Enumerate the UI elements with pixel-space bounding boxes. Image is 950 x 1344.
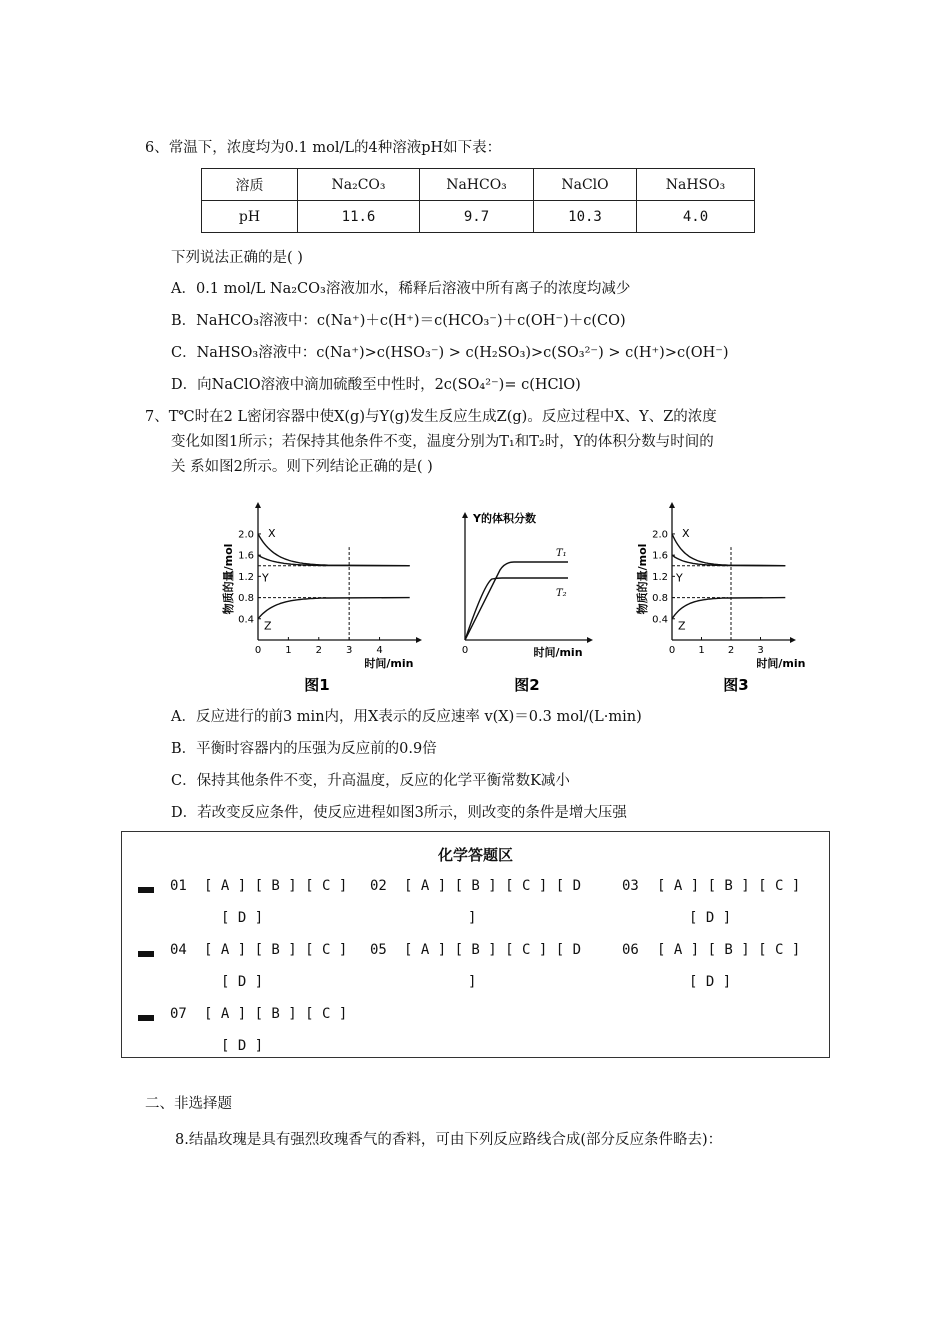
row-marker — [138, 1015, 154, 1021]
q7-option-b: B．平衡时容器内的压强为反应前的0.9倍 — [171, 741, 437, 757]
y-tick-label: 0.4 — [238, 614, 254, 626]
item-number: 03 — [622, 878, 639, 894]
x-tick-label: 0 — [254, 645, 262, 656]
series-label: Z — [264, 619, 272, 633]
q6-option-a: A．0.1 mol/L Na₂CO₃溶液加水，稀释后溶液中所有离子的浓度均减少 — [171, 281, 631, 297]
figure-3-chart — [628, 500, 806, 700]
series-label: Y — [262, 571, 269, 585]
series-label: X — [268, 526, 276, 540]
y-axis-label: 物质的量/mol — [636, 543, 649, 615]
q7-option-d: D．若改变反应条件，使反应进程如图3所示，则改变的条件是增大压强 — [171, 805, 627, 821]
table-header-row — [202, 169, 755, 201]
x-axis-label: 时间/min — [533, 646, 583, 659]
y-tick-label: 2.0 — [652, 529, 668, 541]
q6-option-c: C．NaHSO₃溶液中：c(Na⁺)>c(HSO₃⁻) > c(H₂SO₃)>c(SO₃²⁻) > c(H⁺)>c(OH⁻) — [171, 345, 729, 361]
y-tick-label: 0.8 — [238, 593, 254, 605]
item-number: 06 — [622, 942, 639, 958]
q8-stem: 8.结晶玫瑰是具有强烈玫瑰香气的香料，可由下列反应路线合成(部分反应条件略去)： — [175, 1132, 723, 1148]
series-line-Z — [672, 598, 785, 619]
x-axis-label: 时间/min — [756, 657, 806, 670]
q6-option-d: D．向NaClO溶液中滴加硫酸至中性时，2c(SO₄²⁻)= c(HClO) — [171, 377, 581, 393]
figure-2-chart — [452, 500, 602, 700]
series-label: Z — [678, 619, 686, 633]
q7-option-a: A．反应进行的前3 min内，用X表示的反应速率 v(X)＝0.3 mol/(L·min) — [171, 709, 642, 725]
x-tick-label: 1 — [698, 645, 705, 656]
q7-stem-line2: 变化如图1所示；若保持其他条件不变，温度分别为T₁和T₂时，Y的体积分数与时间的 — [171, 434, 714, 450]
answer-choice-d-07[interactable]: [ D ] — [221, 1038, 264, 1054]
y-tick-label: 1.6 — [652, 550, 668, 562]
answer-choices-01[interactable]: [ A ] [ B ] [ C ] — [204, 878, 348, 894]
x-tick-label: 2 — [315, 645, 322, 656]
item-number: 02 — [370, 878, 387, 894]
x-tick-label: 0 — [668, 645, 676, 656]
ph-table — [201, 168, 755, 233]
series-line-X — [258, 534, 410, 566]
y-axis-label: 物质的量/mol — [222, 543, 235, 615]
y-tick-label: 2.0 — [238, 529, 254, 541]
section-heading: 二、非选择题 — [145, 1096, 232, 1112]
y-axis-arrow — [462, 512, 468, 518]
q6-prompt: 下列说法正确的是( ) — [171, 250, 303, 266]
figure-caption: 图2 — [514, 676, 540, 694]
table-cell: 9.7 — [420, 201, 534, 233]
answer-area-title: 化学答题区 — [437, 846, 513, 864]
x-axis-arrow — [416, 637, 422, 643]
x-axis-arrow — [587, 637, 593, 643]
figure-2 — [452, 500, 602, 700]
item-number: 07 — [170, 1006, 187, 1022]
table-cell: 溶质 — [202, 169, 298, 201]
y-axis-label: Y的体积分数 — [473, 512, 536, 525]
answer-choices-03[interactable]: [ A ] [ B ] [ C ] — [657, 878, 801, 894]
item-number: 04 — [170, 942, 187, 958]
y-tick-label: 0.8 — [652, 593, 668, 605]
y-axis-arrow — [255, 502, 261, 508]
answer-choices-04[interactable]: [ A ] [ B ] [ C ] — [204, 942, 348, 958]
y-tick-label: 0.4 — [652, 614, 668, 626]
answer-choice-d-02[interactable]: ] — [468, 910, 477, 926]
x-tick-label: 3 — [757, 645, 764, 656]
x-tick-label: 4 — [376, 645, 383, 656]
table-cell: 10.3 — [534, 201, 637, 233]
answer-area — [121, 831, 830, 1058]
series-label: T₁ — [556, 548, 567, 559]
q6-option-b: B．NaHCO₃溶液中：c(Na⁺)＋c(H⁺)＝c(HCO₃⁻)＋c(OH⁻)＋c(CO) — [171, 313, 626, 329]
answer-choice-d-05[interactable]: ] — [468, 974, 477, 990]
figure-3 — [628, 500, 806, 700]
series-line-T1 — [465, 562, 568, 640]
table-cell: Na₂CO₃ — [298, 169, 420, 201]
figure-1 — [214, 500, 424, 700]
y-tick-label: 1.6 — [238, 550, 254, 562]
x-tick-label: 3 — [345, 645, 353, 656]
x-tick-label: 1 — [285, 645, 292, 656]
table-cell: NaClO — [534, 169, 637, 201]
answer-choice-d-01[interactable]: [ D ] — [221, 910, 264, 926]
table-cell: pH — [202, 201, 298, 233]
answer-choice-d-03[interactable]: [ D ] — [689, 910, 732, 926]
q7-stem-line1: 7、T℃时在2 L密闭容器中使X(g)与Y(g)发生反应生成Z(g)。反应过程中X、Y、Z的浓度 — [145, 409, 717, 425]
answer-choice-d-04[interactable]: [ D ] — [221, 974, 264, 990]
answer-choices-02[interactable]: [ A ] [ B ] [ C ] [ D — [404, 878, 582, 894]
table-cell: 11.6 — [298, 201, 420, 233]
q7-option-c: C．保持其他条件不变，升高温度，反应的化学平衡常数K减小 — [171, 773, 570, 789]
figure-caption: 图3 — [723, 676, 749, 694]
x-axis-label: 时间/min — [364, 657, 414, 670]
q7-stem-line3: 关 系如图2所示。则下列结论正确的是( ) — [171, 459, 433, 475]
y-axis-arrow — [669, 502, 675, 508]
figure-caption: 图1 — [304, 676, 330, 694]
row-marker — [138, 951, 154, 957]
table-row — [202, 201, 755, 233]
table-cell: NaHSO₃ — [637, 169, 755, 201]
table-cell: NaHCO₃ — [420, 169, 534, 201]
x-tick-label: 2 — [727, 645, 735, 656]
answer-choice-d-06[interactable]: [ D ] — [689, 974, 732, 990]
row-marker — [138, 887, 154, 893]
y-tick-label: 1.2 — [238, 571, 254, 583]
series-line-Z — [258, 598, 410, 619]
answer-choices-06[interactable]: [ A ] [ B ] [ C ] — [657, 942, 801, 958]
answer-choices-05[interactable]: [ A ] [ B ] [ C ] [ D — [404, 942, 582, 958]
series-label: X — [682, 526, 690, 540]
series-label: Y — [676, 571, 683, 585]
x-tick-label: 0 — [461, 645, 469, 656]
item-number: 01 — [170, 878, 187, 894]
table-cell: 4.0 — [637, 201, 755, 233]
x-axis-arrow — [790, 637, 796, 643]
item-number: 05 — [370, 942, 387, 958]
answer-choices-07[interactable]: [ A ] [ B ] [ C ] — [204, 1006, 348, 1022]
q6-stem: 6、常温下，浓度均为0.1 mol/L的4种溶液pH如下表： — [145, 140, 502, 156]
figure-1-chart — [214, 500, 424, 700]
series-label: T₂ — [556, 588, 567, 599]
y-tick-label: 1.2 — [652, 571, 668, 583]
